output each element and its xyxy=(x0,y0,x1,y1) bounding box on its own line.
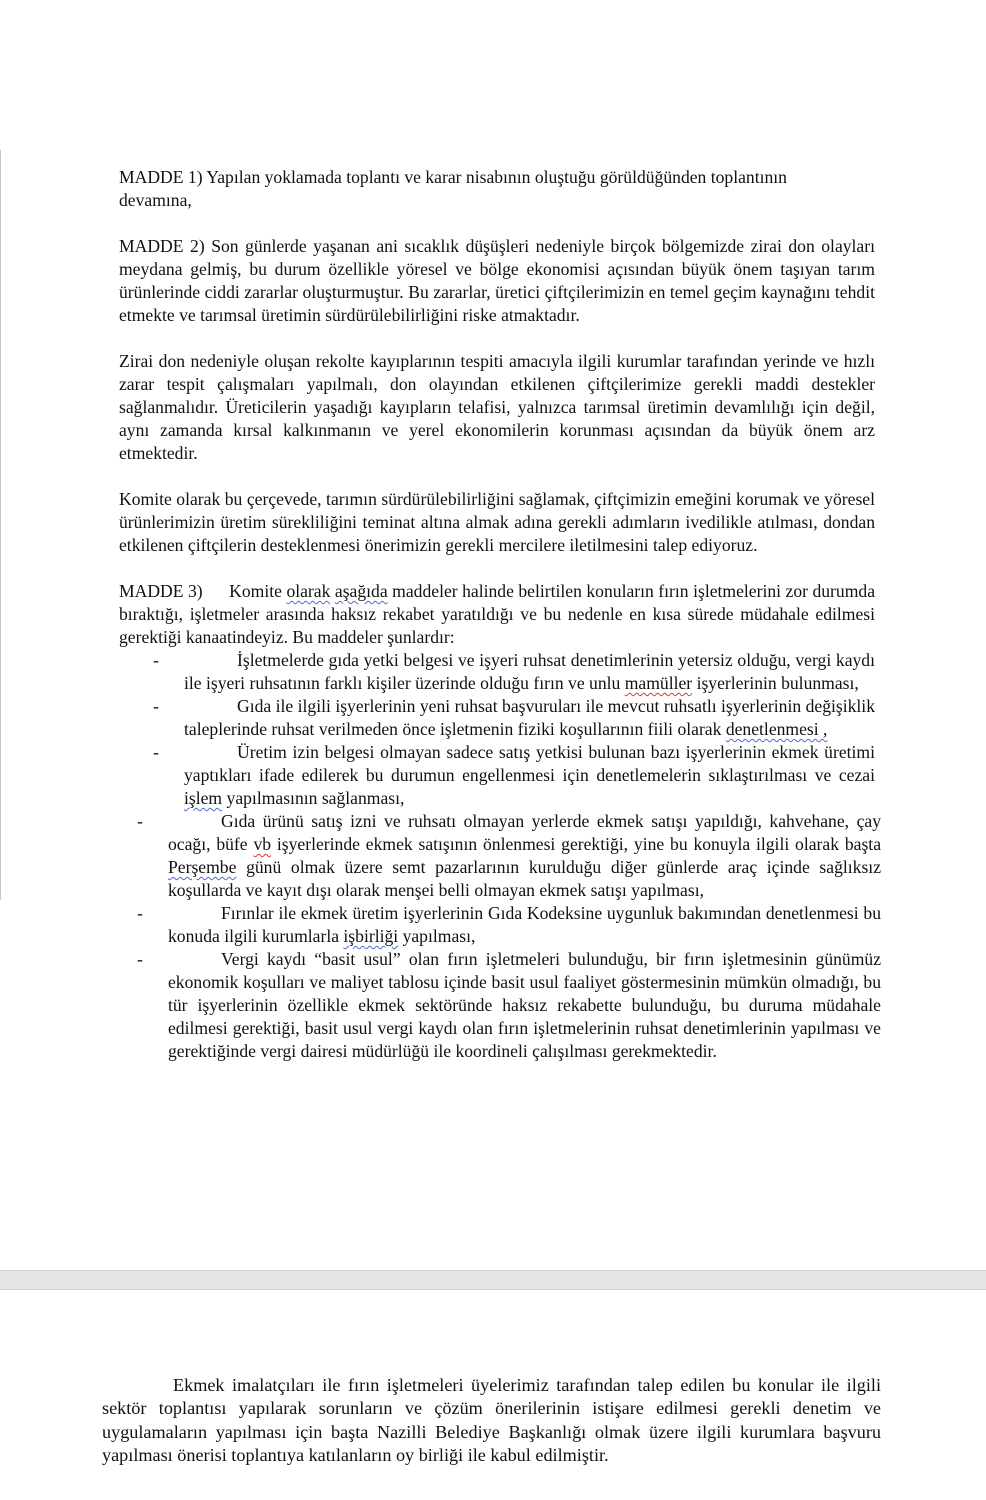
list-item-text-end: yapılması, xyxy=(402,926,476,946)
madde-2-text-2: Zirai don nedeniyle oluşan rekolte kayıplarının tespiti amacıyla ilgili kurumlar tarafından yerinde ve hızlı zarar tespit çalışmaları yapılmalı, don olayından etkilenen çiftçilerimize gerekli maddi destekler sağlanmalıdır. Üreticilerin yaşadığı kayıpların telafisi, yalnızca tarımsal üretimin devamlılığı için değil, aynı zamanda kırsal kalkınmanın ve yerel ekonomilerin korunması açısından da büyük önem arz etmektedir. xyxy=(119,351,875,463)
madde-3-list xyxy=(119,649,882,1063)
list-item-text-mid: işyerlerinde ekmek satışının önlenmesi gerektiği, yine bu konuyla ilgili olarak başta xyxy=(276,834,881,854)
list-item-text-flagged: işbirliği xyxy=(343,926,399,946)
list-item-text: Gıda ürünü satış izni ve ruhsatı olmayan yerlerde ekmek satışı yapıldığı, kahvehane, çay ocağı, büfe xyxy=(168,811,881,854)
dash-marker: - xyxy=(153,650,159,670)
list-item-text-end: işyerlerinin bulunması, xyxy=(696,673,859,693)
list-item xyxy=(153,695,875,741)
madde-2-paragraph-2 xyxy=(119,350,875,465)
list-item xyxy=(137,902,881,948)
list-item-text: Vergi kaydı “basit usul” olan fırın işletmeleri bulunduğu, bir fırın işletmesinin günümüz ekonomik koşulları ve maliyet tablosu içinde basit usul faaliyet göstermesinin mümkün olmadığı, bu tür işyerlerinin özellikle ekmek sektöründe haksız rekabette bulunduğu, bu duruma müdahale edilmesi gerektiği, basit usul vergi kaydı olan fırın işletmelerinin ruhsat denetimlerinin yapılması ve gerektiğinde vergi dairesi müdürlüğü ile koordineli çalışılması gerekmektedir. xyxy=(168,949,881,1061)
list-item-text-flagged: vb xyxy=(253,834,272,854)
list-item-text: Fırınlar ile ekmek üretim işyerlerinin Gıda Kodeksine uygunluk bakımından denetlenmesi bu konuda ilgili kurumlarla xyxy=(168,903,881,946)
list-item xyxy=(137,948,881,1063)
list-item-text-end: günü olmak üzere semt pazarlarının kurulduğu diğer günlerde araç içinde sağlıksız koşullarda ve kayıt dışı olarak menşei belli olmayan ekmek satışı yapılması, xyxy=(168,857,882,900)
dash-marker: - xyxy=(153,742,159,762)
list-item-text-flagged: mamüller xyxy=(624,673,693,693)
dash-marker: - xyxy=(137,949,143,969)
dash-marker: - xyxy=(137,903,143,923)
document-body xyxy=(119,166,882,1063)
madde-2-paragraph-3 xyxy=(119,488,875,557)
madde-2-paragraph xyxy=(119,235,875,327)
madde-3-intro-b: olarak xyxy=(286,581,331,601)
margin-line xyxy=(0,150,1,900)
madde-1-text: MADDE 1) Yapılan yoklamada toplantı ve karar nisabının oluştuğu görüldüğünden toplantının devamına, xyxy=(119,167,787,210)
page-separator xyxy=(0,1270,986,1290)
madde-3-paragraph xyxy=(119,580,875,649)
madde-2-text: MADDE 2) Son günlerde yaşanan ani sıcaklık düşüşleri nedeniyle birçok bölgemizde zirai don olayları meydana gelmiş, bu durum özellikle yöresel ve bölge ekonomisi açısından büyük önem taşıyan tarım ürünlerinde ciddi zararlar oluşturmuştur. Bu zararlar, üretici çiftçilerimizin en temel geçim kaynağını tehdit etmekte ve tarımsal üretimin sürdürülebilirliğini riske atmaktadır. xyxy=(119,236,875,325)
list-item-text-flagged-2: Perşembe xyxy=(168,857,237,877)
list-item-text-flagged: işlem xyxy=(184,788,223,808)
madde-1-paragraph xyxy=(119,166,791,212)
list-item-text: Üretim izin belgesi olmayan sadece satış yetkisi bulunan bazı işyerlerinin ekmek üretimi yaptıkları ifade edilerek bu durumun engellenmesi için denetlemelerin sıklaştırılması ve cezai xyxy=(184,742,875,785)
madde-3-intro-a: Komite xyxy=(229,581,282,601)
list-item xyxy=(153,741,875,810)
madde-2-text-3: Komite olarak bu çerçevede, tarımın sürdürülebilirliğini sağlamak, çiftçimizin emeğini korumak ve yöresel ürünlerimizin üretim sürekliliğini teminat altına almak adına gerekli adımların ivedilikle atılması, dondan etkilenen çiftçilerin desteklenmesi önerimizin gerekli mercilere iletilmesini talep ediyoruz. xyxy=(119,489,875,555)
list-item xyxy=(137,810,882,902)
list-item-text: Gıda ile ilgili işyerlerinin yeni ruhsat başvuruları ile mevcut ruhsatlı işyerlerinin değişiklik taleplerinde ruhsat verilmeden önce işletmenin fiziki koşullarının fiili olarak xyxy=(184,696,875,739)
list-item-text: İşletmelerde gıda yetki belgesi ve işyeri ruhsat denetimlerinin yetersiz olduğu, vergi kaydı ile işyeri ruhsatının farklı kişiler üzerinde olduğu fırın ve unlu xyxy=(184,650,875,693)
madde-3-intro-d: maddeler halinde belirtilen konuların fırın işletmelerini zor durumda bıraktığı, işletmeler arasında haksız rekabet yaratıldığı ve bu nedenle en kısa sürede müdahale edilmesi gerektiği kanaatindeyiz. Bu maddeler şunlardır: xyxy=(119,581,876,647)
list-item xyxy=(153,649,875,695)
list-item-text-flagged: denetlenmesi , xyxy=(725,719,828,739)
closing-text: Ekmek imalatçıları ile fırın işletmeleri üyelerimiz tarafından talep edilen bu konular ile ilgili sektör toplantısı yapılarak sorunların ve çözüm önerilerinin istişare edilmesi gerekli denetim ve uygulamaların yapılması için başta Nazilli Belediye Başkanlığı olmak üzere ilgili kurumlara başvuru yapılması önerisi toplantıya katılanların oy birliği ile kabul edilmiştir. xyxy=(102,1375,881,1466)
list-item-text-end: yapılmasının sağlanması, xyxy=(226,788,405,808)
dash-marker: - xyxy=(153,696,159,716)
madde-3-intro-c: aşağıda xyxy=(334,581,388,601)
closing-paragraph xyxy=(102,1374,881,1468)
madde-3-label: MADDE 3) xyxy=(119,581,203,601)
dash-marker: - xyxy=(137,811,143,831)
